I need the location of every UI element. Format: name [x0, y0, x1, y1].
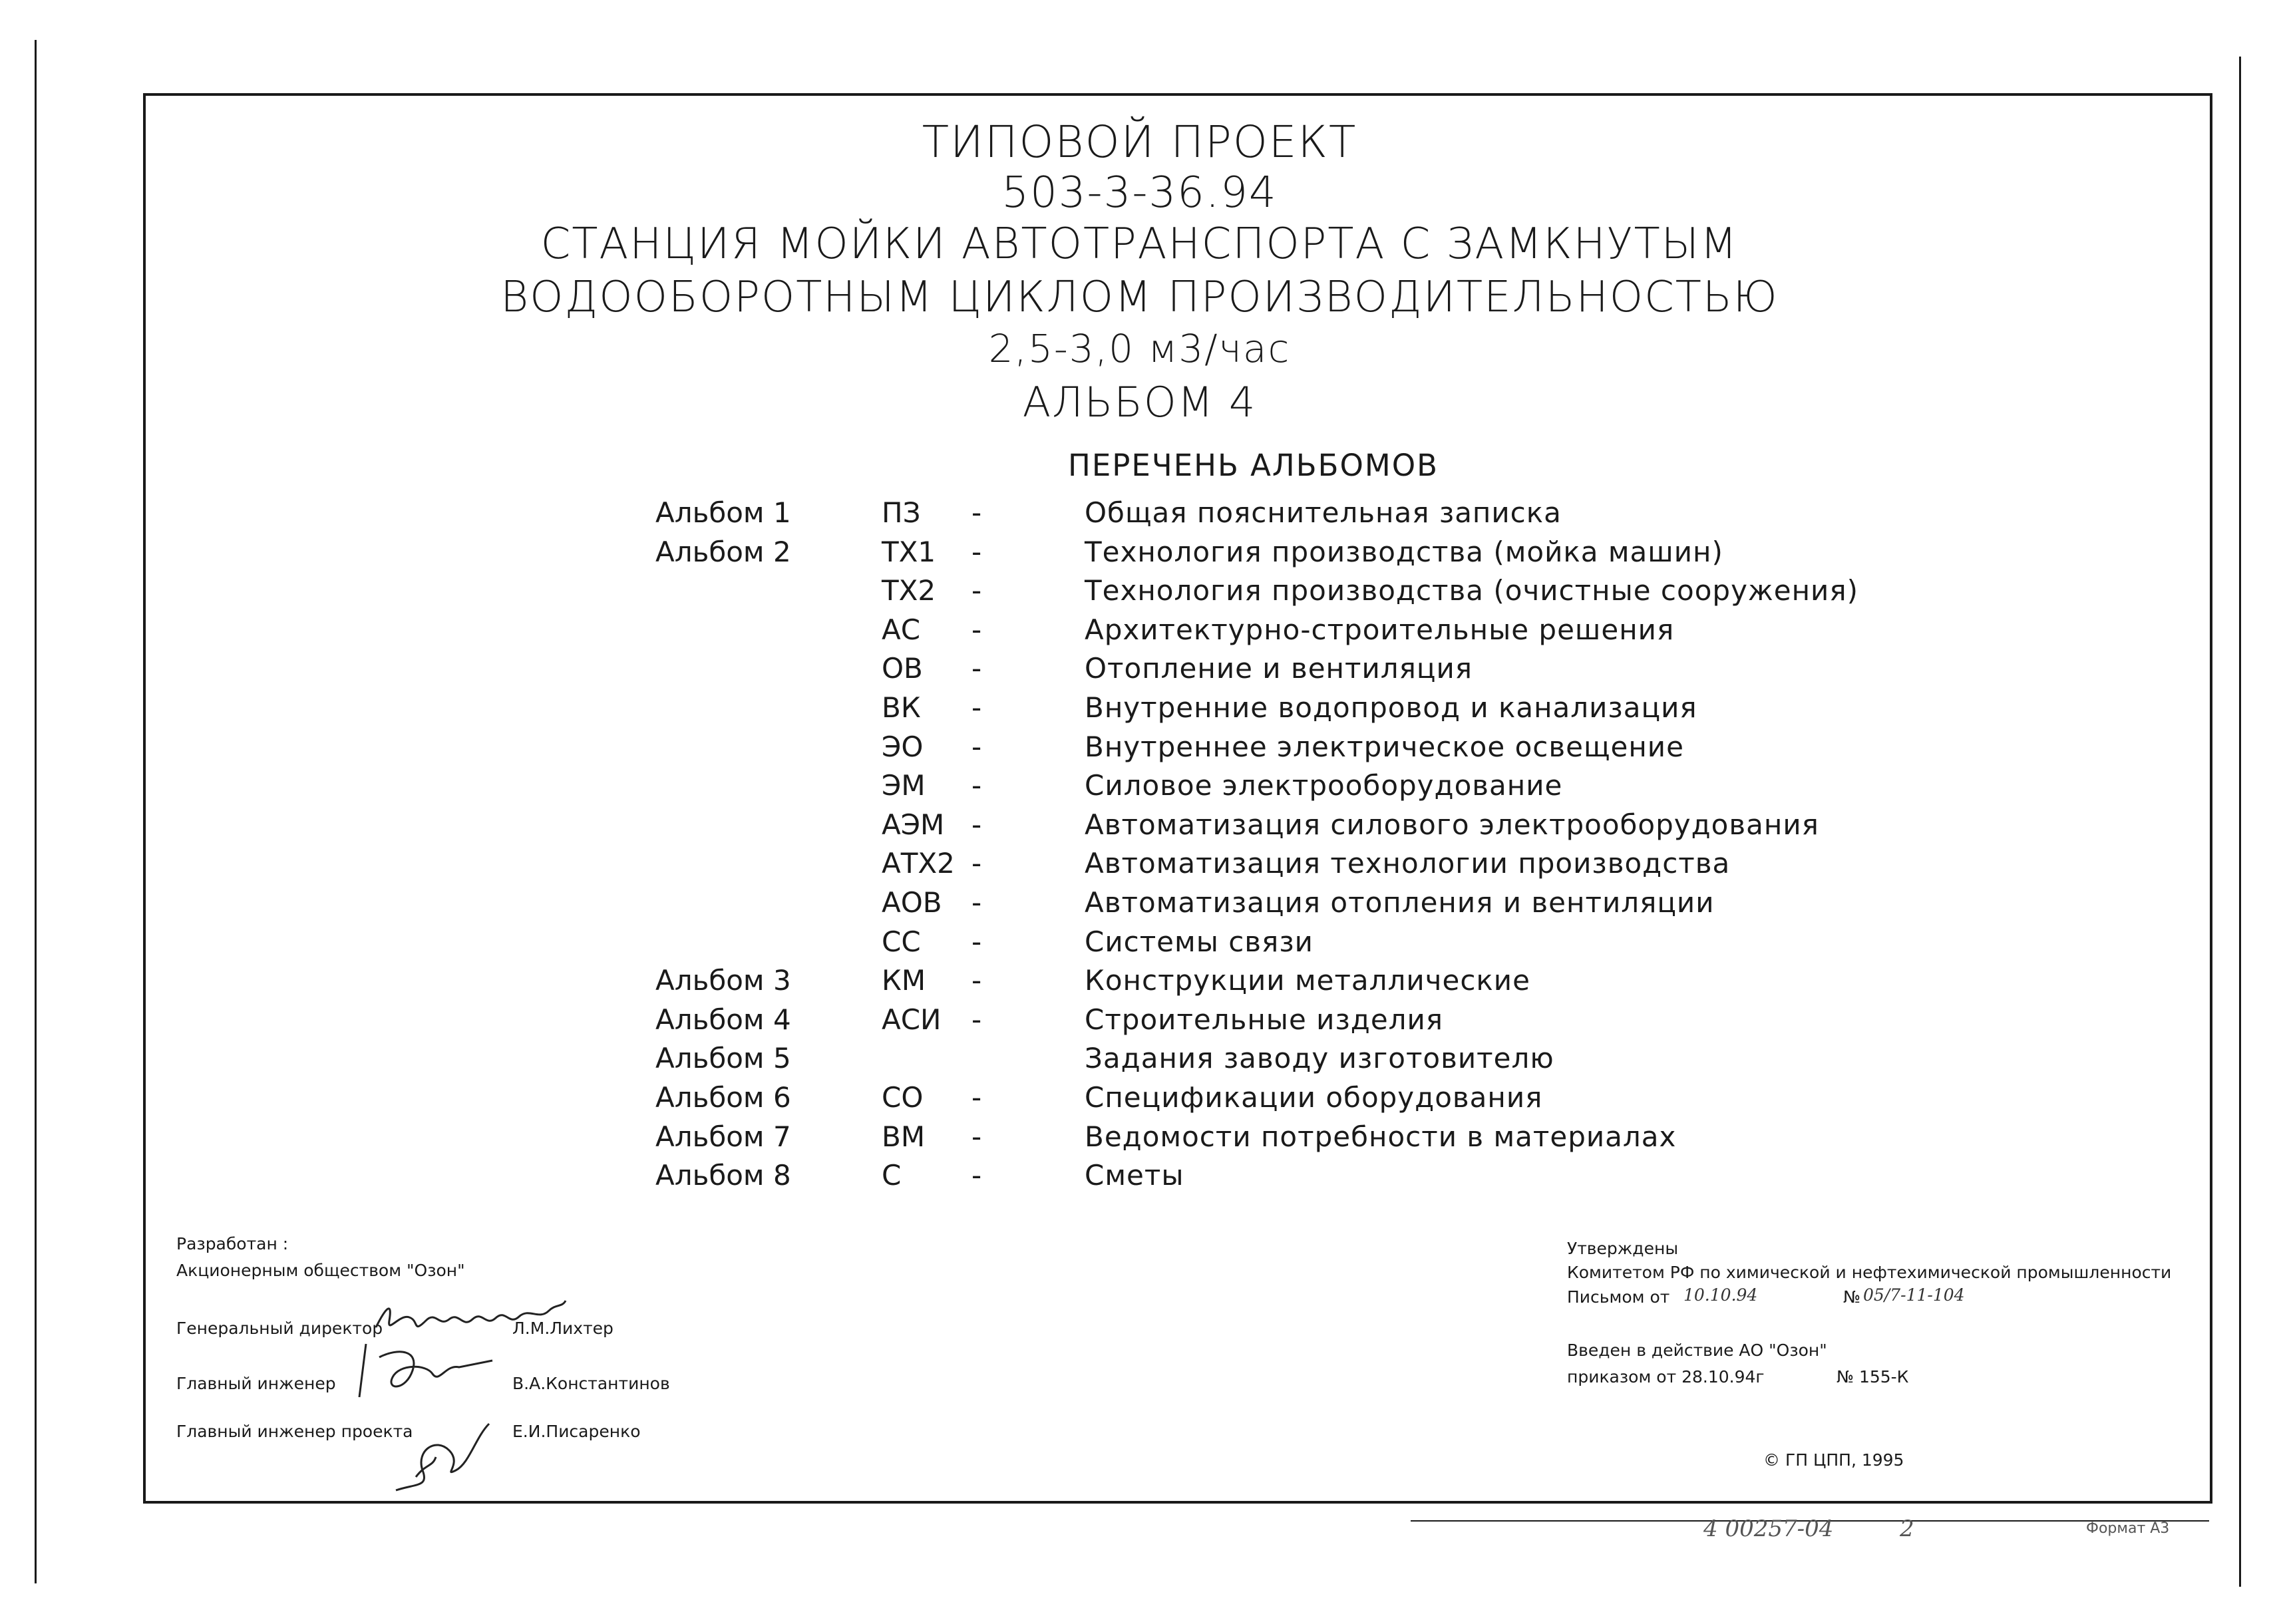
separator-dash: -: [971, 691, 982, 724]
album-number: Альбом 5: [655, 1042, 791, 1074]
section-name: Внутреннее электрическое освещение: [1085, 731, 1684, 763]
separator-dash: -: [971, 536, 982, 568]
separator-dash: -: [971, 964, 982, 997]
section-code: С: [882, 1159, 902, 1192]
album-number: Альбом 2: [655, 536, 791, 568]
section-name: Сметы: [1085, 1159, 1184, 1192]
approval-letter-no-prefix: №: [1843, 1287, 1861, 1307]
album-list-row: [0, 806, 2279, 844]
project-engineer-role: Главный инженер проекта: [176, 1422, 413, 1441]
album-list-row: [0, 961, 2279, 1000]
album-list-row: [0, 689, 2279, 727]
separator-dash: -: [971, 652, 982, 685]
approval-order-no: № 155-К: [1837, 1367, 1909, 1386]
album-list-row: [0, 1078, 2279, 1117]
album-list-row: [0, 1001, 2279, 1039]
section-code: ЭМ: [882, 769, 926, 802]
album-list-row: [0, 494, 2279, 532]
section-name: Архитектурно-строительные решения: [1085, 613, 1675, 646]
section-code: АОВ: [882, 886, 942, 919]
section-name: Отопление и вентиляция: [1085, 652, 1473, 685]
album-list-row: [0, 884, 2279, 922]
section-name: Спецификации оборудования: [1085, 1081, 1543, 1114]
approval-committee: Комитетом РФ по химической и нефтехимической промышленности: [1567, 1263, 2172, 1282]
section-code: ПЗ: [882, 496, 921, 529]
capacity-line: 2,5-3,0 м3/час: [988, 326, 1291, 371]
album-title: АЛЬБОМ 4: [1022, 378, 1257, 426]
section-name: Ведомости потребности в материалах: [1085, 1120, 1677, 1153]
album-list-row: [0, 728, 2279, 766]
section-name: Общая пояснительная записка: [1085, 496, 1562, 529]
director-name: Л.М.Лихтер: [512, 1319, 614, 1338]
album-number: Альбом 3: [655, 964, 791, 997]
album-list-row: [0, 766, 2279, 805]
chief-engineer-signature: [353, 1337, 499, 1404]
project-engineer-name: Е.И.Писаренко: [512, 1422, 641, 1441]
album-list-row: [0, 611, 2279, 649]
section-code: АС: [882, 613, 921, 646]
album-number: Альбом 8: [655, 1159, 791, 1192]
project-engineer-signature: [389, 1410, 496, 1497]
section-code: КМ: [882, 964, 926, 997]
album-number: Альбом 6: [655, 1081, 791, 1114]
approval-order-text: приказом от 28.10.94г: [1567, 1367, 1765, 1386]
section-code: ВМ: [882, 1120, 926, 1153]
section-code: ТХ2: [882, 574, 936, 607]
separator-dash: -: [971, 1081, 982, 1114]
list-heading: ПЕРЕЧЕНЬ АЛЬБОМОВ: [1068, 448, 1439, 483]
section-code: АЭМ: [882, 808, 945, 841]
separator-dash: -: [971, 925, 982, 958]
album-number: Альбом 1: [655, 496, 791, 529]
section-name: Автоматизация силового электрооборудования: [1085, 808, 1819, 841]
section-code: СС: [882, 925, 921, 958]
approval-enacted: Введен в действие АО "Озон": [1567, 1341, 1827, 1360]
approval-letter-no: 05/7-11-104: [1863, 1285, 1965, 1305]
album-list-row: [0, 844, 2279, 883]
separator-dash: -: [971, 1003, 982, 1036]
chief-engineer-role: Главный инженер: [176, 1374, 336, 1393]
inventory-number: 4 00257-04: [1703, 1516, 1834, 1542]
approval-label: Утверждены: [1567, 1239, 1679, 1258]
sheet-number: 2: [1900, 1516, 1914, 1542]
separator-dash: -: [971, 731, 982, 763]
separator-dash: -: [971, 886, 982, 919]
section-name: Внутренние водопровод и канализация: [1085, 691, 1697, 724]
section-name: Автоматизация отопления и вентиляции: [1085, 886, 1715, 919]
separator-dash: -: [971, 574, 982, 607]
section-name: Системы связи: [1085, 925, 1314, 958]
copyright: © ГП ЦПП, 1995: [1763, 1450, 1904, 1470]
title-line-4: ВОДООБОРОТНЫМ ЦИКЛОМ ПРОИЗВОДИТЕЛЬНОСТЬЮ: [500, 273, 1779, 322]
separator-dash: -: [971, 613, 982, 646]
paper-format: Формат А3: [2086, 1520, 2170, 1537]
album-list-row: [0, 1156, 2279, 1195]
developer-label: Разработан :: [176, 1234, 289, 1253]
section-code: АТХ2: [882, 847, 955, 880]
section-code: СО: [882, 1081, 924, 1114]
section-code: ЭО: [882, 731, 924, 763]
separator-dash: -: [971, 769, 982, 802]
chief-engineer-name: В.А.Константинов: [512, 1374, 670, 1393]
section-name: Автоматизация технологии производства: [1085, 847, 1731, 880]
director-role: Генеральный директор: [176, 1319, 383, 1338]
developer-org: Акционерным обществом "Озон": [176, 1261, 465, 1280]
approval-letter-prefix: Письмом от: [1567, 1287, 1670, 1307]
section-code: АСИ: [882, 1003, 942, 1036]
album-number: Альбом 4: [655, 1003, 791, 1036]
separator-dash: -: [971, 808, 982, 841]
approval-letter-date: 10.10.94: [1683, 1285, 1758, 1305]
section-code: ТХ1: [882, 536, 936, 568]
album-list-row: [0, 649, 2279, 688]
section-code: ВК: [882, 691, 921, 724]
section-name: Технология производства (очистные сооружения): [1085, 574, 1859, 607]
album-list-row: [0, 1039, 2279, 1078]
section-code: ОВ: [882, 652, 923, 685]
album-number: Альбом 7: [655, 1120, 791, 1153]
album-list-row: [0, 571, 2279, 610]
project-number: 503-3-36.94: [1001, 168, 1278, 218]
album-list-row: [0, 1118, 2279, 1156]
separator-dash: -: [971, 1120, 982, 1153]
title-line-3: СТАНЦИЯ МОЙКИ АВТОТРАНСПОРТА С ЗАМКНУТЫМ: [540, 220, 1739, 269]
section-name: Строительные изделия: [1085, 1003, 1444, 1036]
section-name: Конструкции металлические: [1085, 964, 1530, 997]
separator-dash: -: [971, 1159, 982, 1192]
album-list-row: [0, 533, 2279, 571]
title-line-1: ТИПОВОЙ ПРОЕКТ: [922, 116, 1357, 168]
separator-dash: -: [971, 847, 982, 880]
album-list-row: [0, 923, 2279, 961]
separator-dash: -: [971, 496, 982, 529]
section-name: Силовое электрооборудование: [1085, 769, 1563, 802]
section-name: Технология производства (мойка машин): [1085, 536, 1723, 568]
section-name: Задания заводу изготовителю: [1085, 1042, 1554, 1074]
